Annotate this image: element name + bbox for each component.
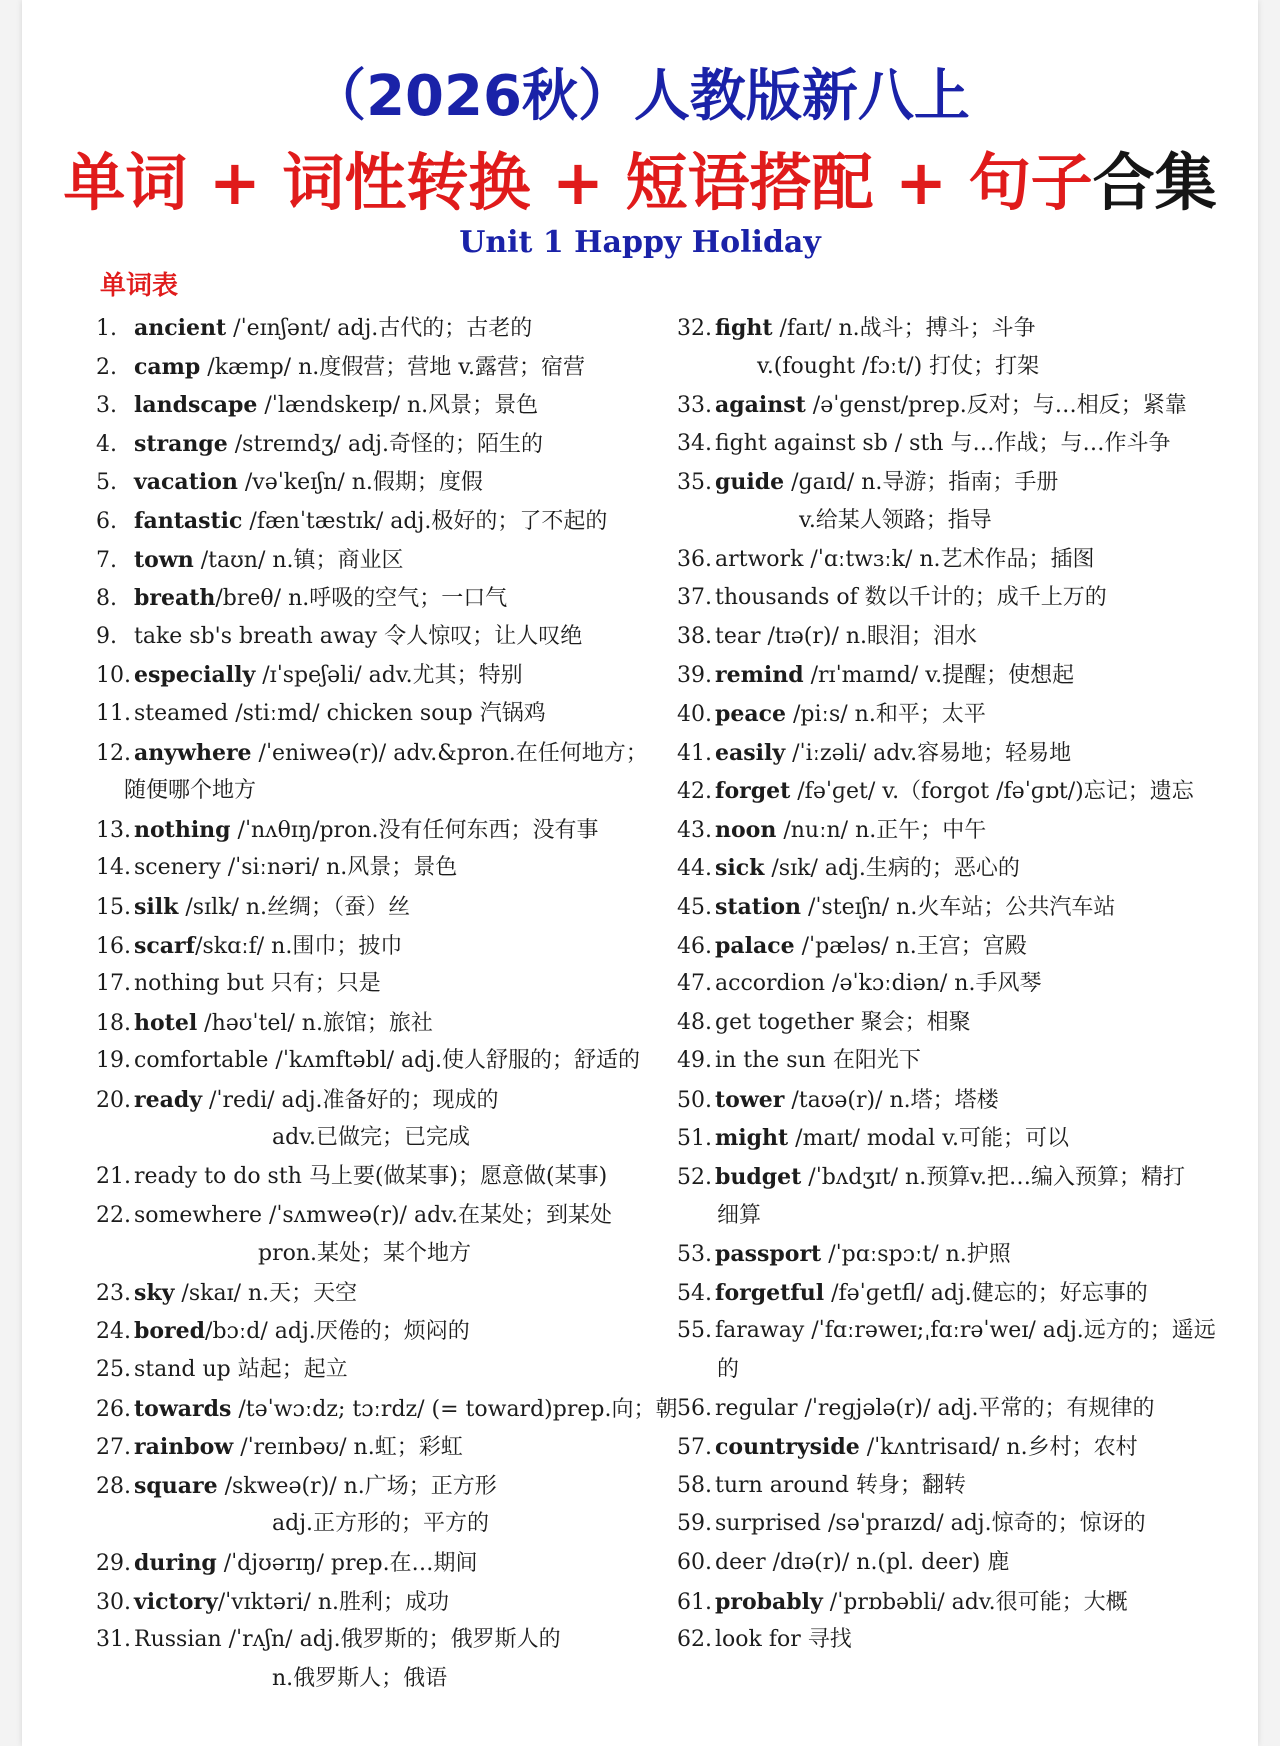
entry-definition: /əˈɡenst/prep.反对；与…相反；紧靠: [805, 393, 1187, 419]
entry-definition: 细算: [717, 1202, 762, 1228]
vocab-entry-continuation: [96, 1660, 656, 1699]
entry-number: 60.: [677, 1550, 712, 1575]
entry-number: 8.: [96, 586, 117, 612]
vocab-entry: [96, 502, 656, 541]
entry-number: 12.: [96, 740, 131, 766]
vocab-entry-continuation: [96, 1505, 656, 1544]
entry-definition: somewhere /ˈsʌmweə(r)/ adv.在某处；到某处: [134, 1202, 612, 1228]
entry-number: 32.: [677, 316, 712, 341]
vocab-entry: [96, 965, 656, 1004]
vocab-entry-continuation: [677, 1197, 1257, 1236]
entry-definition: faraway /ˈfɑːrəweɪ;ˌfɑːrəˈweɪ/ adj.远方的；遥远: [715, 1318, 1216, 1344]
vocab-entry: [677, 656, 1257, 695]
entry-definition: /ˈiːzəli/ adv.容易地；轻易地: [785, 740, 1072, 766]
entry-number: 36.: [677, 546, 712, 572]
entry-word: nothing: [134, 816, 231, 843]
vocab-entry: [677, 965, 1257, 1004]
vocab-entry: [677, 734, 1257, 773]
entry-number: 56.: [677, 1395, 712, 1421]
entry-number: 26.: [96, 1396, 131, 1422]
entry-number: 2.: [96, 354, 117, 380]
vocab-entry: [96, 541, 656, 580]
entry-definition: stand up 站起；起立: [134, 1357, 348, 1383]
entry-number: 24.: [96, 1319, 131, 1345]
vocab-entry-continuation: [96, 1235, 656, 1274]
entry-definition: /nuːn/ n.正午；中午: [776, 817, 987, 843]
vocab-entry: [96, 695, 656, 734]
entry-number: 45.: [677, 894, 712, 920]
vocab-entry: [96, 1158, 656, 1197]
vocab-entry: [677, 1390, 1257, 1429]
entry-word: against: [715, 392, 806, 419]
entry-word: remind: [715, 662, 804, 689]
vocab-entry: [677, 927, 1257, 966]
vocab-entry: [96, 579, 656, 618]
vocab-entry: [677, 1004, 1257, 1043]
entry-number: 38.: [677, 623, 712, 649]
vocab-entry: [96, 811, 656, 850]
entry-definition: /ˈeniweə(r)/ adv.&pron.在任何地方；: [251, 740, 648, 766]
entry-definition: /skɑːf/ n.围巾；披巾: [195, 933, 403, 959]
vocab-entry: [677, 618, 1257, 657]
entry-number: 35.: [677, 470, 712, 496]
entry-word: station: [715, 893, 801, 920]
entry-number: 59.: [677, 1511, 712, 1537]
entry-definition: /taʊn/ n.镇；商业区: [193, 547, 404, 573]
vocab-entry: [96, 618, 656, 657]
entry-number: 13.: [96, 817, 131, 843]
entry-definition: /ˈpæləs/ n.王宫；宫殿: [794, 933, 1027, 959]
vocab-entry: [96, 1312, 656, 1351]
entry-number: 23.: [96, 1280, 131, 1306]
entry-definition: /ˈlændskeɪp/ n.风景；景色: [257, 393, 539, 419]
vocab-entry: [677, 1158, 1257, 1197]
entry-definition: /kæmp/ n.度假营；营地 v.露营；宿营: [200, 354, 586, 380]
entry-number: 46.: [677, 933, 712, 959]
entry-number: 41.: [677, 740, 712, 766]
vocab-entry: [677, 309, 1257, 348]
entry-definition: ready to do sth 马上要(做某事)；愿意做(某事): [134, 1164, 608, 1190]
entry-definition: /fəˈɡetfl/ adj.健忘的；好忘事的: [824, 1280, 1148, 1306]
entry-definition: /breθ/ n.呼吸的空气；一口气: [215, 586, 508, 612]
entry-definition: accordion /əˈkɔːdiən/ n.手风琴: [715, 971, 1042, 997]
entry-definition: /bɔːd/ adj.厌倦的；烦闷的: [205, 1319, 470, 1345]
entry-number: 58.: [677, 1472, 712, 1498]
vocab-entry: [677, 1119, 1257, 1158]
document-page: [22, 0, 1258, 1746]
vocab-entry: [677, 888, 1257, 927]
entry-number: 7.: [96, 547, 117, 573]
vocab-entry: [677, 1544, 1257, 1583]
entry-word: town: [134, 546, 194, 573]
vocab-entry-continuation: [96, 1119, 656, 1158]
entry-word: scarf: [134, 932, 196, 959]
entry-word: noon: [715, 816, 777, 843]
entry-definition: /ˈpɑːspɔːt/ n.护照: [821, 1242, 1011, 1268]
entry-number: 55.: [677, 1318, 712, 1344]
entry-word: vacation: [134, 469, 238, 496]
document-title: （2026秋）人教版新八上: [310, 64, 970, 129]
entry-definition: n.俄罗斯人；俄语: [272, 1665, 448, 1691]
vocab-column-left: [96, 309, 678, 1698]
entry-definition: /ˈvɪktəri/ n.胜利；成功: [217, 1589, 449, 1615]
entry-definition: /həʊˈtel/ n.旅馆；旅社: [197, 1010, 433, 1036]
entry-definition: /skweə(r)/ n.广场；正方形: [217, 1473, 497, 1499]
entry-number: 42.: [677, 779, 712, 805]
vocab-entry: [96, 1621, 656, 1660]
entry-number: 21.: [96, 1164, 131, 1190]
entry-definition: surprised /səˈpraɪzd/ adj.惊奇的；惊讶的: [715, 1511, 1146, 1537]
entry-number: 17.: [96, 971, 131, 997]
vocab-entry: [677, 811, 1257, 850]
entry-definition: /sɪlk/ n.丝绸；（蚕）丝: [178, 894, 411, 920]
entry-number: 44.: [677, 856, 712, 882]
vocab-entry: [96, 1042, 656, 1081]
vocab-entry: [96, 309, 656, 348]
entry-number: 48.: [677, 1009, 712, 1035]
vocab-entry: [677, 772, 1257, 811]
entry-number: 19.: [96, 1048, 131, 1074]
entry-word: forgetful: [715, 1279, 825, 1306]
entry-number: 27.: [96, 1435, 131, 1461]
vocab-column-right: [677, 309, 1257, 1660]
entry-definition: Russian /ˈrʌʃn/ adj.俄罗斯的；俄罗斯人的: [134, 1627, 561, 1653]
entry-definition: /ˈbʌdʒɪt/ n.预算v.把…编入预算；精打: [801, 1165, 1186, 1191]
vocab-entry: [96, 1544, 656, 1583]
vocab-entry: [96, 1583, 656, 1622]
vocab-entry: [677, 695, 1257, 734]
entry-definition: /ˈredi/ adj.准备好的；现成的: [202, 1087, 499, 1113]
entry-word: landscape: [134, 392, 258, 419]
vocab-entry: [96, 1274, 656, 1313]
entry-word: strange: [134, 430, 228, 457]
vocab-entry: [96, 656, 656, 695]
vocab-entry: [677, 1312, 1257, 1351]
entry-definition: deer /dɪə(r)/ n.(pl. deer) 鹿: [715, 1550, 1010, 1575]
vocab-entry-continuation: [96, 772, 656, 811]
vocab-entry: [677, 1621, 1257, 1660]
entry-number: 6.: [96, 508, 117, 534]
vocab-entry: [96, 1351, 656, 1390]
vocab-entry: [96, 1428, 656, 1467]
entry-definition: /ˈprɒbəbli/ adv.很可能；大概: [822, 1589, 1128, 1615]
vocab-entry: [677, 1042, 1257, 1081]
vocab-entry-continuation: [677, 348, 1257, 387]
entry-number: 28.: [96, 1473, 131, 1499]
entry-definition: turn around 转身；翻转: [715, 1472, 966, 1498]
vocab-entry: [96, 386, 656, 425]
entry-word: peace: [715, 700, 787, 727]
entry-word: victory: [134, 1588, 218, 1615]
vocab-entry-continuation: [677, 502, 1257, 541]
vocab-entry: [677, 425, 1257, 464]
vocab-entry: [677, 1428, 1257, 1467]
entry-definition: /ˈeɪnʃənt/ adj.古代的；古老的: [226, 316, 533, 341]
entry-definition: /ɪˈspeʃəli/ adv.尤其；特别: [255, 663, 523, 689]
entry-number: 9.: [96, 623, 117, 649]
entry-word: rainbow: [134, 1434, 234, 1461]
entry-number: 47.: [677, 971, 712, 997]
entry-number: 15.: [96, 894, 131, 920]
entry-word: sky: [134, 1279, 175, 1306]
entry-word: might: [715, 1125, 789, 1152]
entry-definition: /ˈsteɪʃn/ n.火车站；公共汽车站: [801, 894, 1116, 920]
vocab-entry: [677, 1583, 1257, 1622]
vocab-entry: [677, 463, 1257, 502]
entry-number: 16.: [96, 933, 131, 959]
entry-definition: adj.正方形的；平方的: [272, 1511, 490, 1537]
vocab-entry: [96, 1390, 678, 1429]
entry-word: fantastic: [134, 507, 243, 534]
entry-word: especially: [134, 662, 256, 689]
unit-title: Unit 1 Happy Holiday: [459, 225, 821, 260]
entry-definition: take sb's breath away 令人惊叹；让人叹绝: [134, 623, 583, 649]
entry-number: 62.: [677, 1627, 712, 1653]
vocab-entry: [677, 1235, 1257, 1274]
entry-number: 53.: [677, 1242, 712, 1268]
entry-word: square: [134, 1472, 218, 1499]
entry-number: 5.: [96, 470, 117, 496]
entry-definition: /təˈwɔːdz; tɔːrdz/ (= toward)prep.向；朝: [231, 1396, 678, 1422]
entry-number: 57.: [677, 1435, 712, 1461]
entry-number: 22.: [96, 1202, 131, 1228]
vocab-entry: [677, 1467, 1257, 1506]
entry-word: fight: [715, 315, 773, 341]
document-subtitle: [22, 145, 1258, 221]
vocab-entry: [96, 888, 656, 927]
entry-definition: 随便哪个地方: [124, 778, 257, 804]
entry-word: easily: [715, 739, 786, 766]
entry-number: 50.: [677, 1087, 712, 1113]
vocab-entry: [96, 849, 656, 888]
entry-number: 40.: [677, 701, 712, 727]
vocab-entry: [677, 1505, 1257, 1544]
entry-number: 49.: [677, 1048, 712, 1074]
entry-number: 14.: [96, 855, 131, 881]
entry-number: 11.: [96, 700, 131, 726]
entry-word: countryside: [715, 1434, 860, 1461]
entry-definition: regular /ˈreɡjələ(r)/ adj.平常的；有规律的: [715, 1395, 1155, 1421]
entry-word: hotel: [134, 1009, 198, 1036]
entry-word: bored: [134, 1318, 206, 1345]
entry-definition: /maɪt/ modal v.可能；可以: [788, 1126, 1069, 1152]
entry-definition: /vəˈkeɪʃn/ n.假期；度假: [237, 470, 483, 496]
entry-definition: /ˈreɪnbəʊ/ n.虹；彩虹: [233, 1435, 463, 1461]
entry-definition: /skaɪ/ n.天；天空: [174, 1280, 358, 1306]
vocab-entry: [96, 1004, 656, 1043]
entry-number: 30.: [96, 1589, 131, 1615]
entry-word: ready: [134, 1086, 203, 1113]
entry-definition: fight against sb / sth 与…作战；与…作斗争: [715, 430, 1171, 456]
entry-definition: tear /tɪə(r)/ n.眼泪；泪水: [715, 623, 978, 649]
entry-number: 20.: [96, 1087, 131, 1113]
entry-definition: v.(fought /fɔːt/) 打仗；打架: [757, 353, 1040, 379]
subtitle-dark-part: 合集: [1092, 146, 1217, 219]
entry-number: 61.: [677, 1589, 712, 1615]
entry-number: 43.: [677, 817, 712, 843]
entry-word: guide: [715, 469, 785, 496]
entry-number: 18.: [96, 1010, 131, 1036]
entry-definition: /ˈkʌntrisaɪd/ n.乡村；农村: [859, 1435, 1138, 1461]
vocab-entry: [677, 541, 1257, 580]
entry-definition: /ˈdjʊərɪŋ/ prep.在…期间: [216, 1551, 478, 1576]
entry-definition: /fænˈtæstɪk/ adj.极好的；了不起的: [242, 508, 608, 534]
entry-definition: artwork /ˈɑːtwɜːk/ n.艺术作品；插图: [715, 546, 1095, 572]
entry-number: 25.: [96, 1357, 131, 1383]
entry-definition: /ˈnʌθɪŋ/pron.没有任何东西；没有事: [230, 817, 599, 843]
entry-word: during: [134, 1550, 217, 1576]
entry-word: probably: [715, 1588, 823, 1615]
entry-definition: 的: [717, 1357, 740, 1383]
entry-word: silk: [134, 893, 179, 920]
vocab-entry: [96, 1081, 656, 1120]
entry-word: budget: [715, 1164, 802, 1191]
entry-definition: in the sun 在阳光下: [715, 1048, 921, 1074]
vocab-entry: [96, 463, 656, 502]
entry-number: 51.: [677, 1126, 712, 1152]
vocab-entry: [677, 1081, 1257, 1120]
entry-number: 4.: [96, 431, 117, 457]
entry-definition: thousands of 数以千计的；成千上万的: [715, 585, 1107, 611]
entry-word: sick: [715, 855, 765, 882]
entry-definition: nothing but 只有；只是: [134, 971, 381, 997]
vocab-entry: [96, 1467, 656, 1506]
entry-number: 3.: [96, 393, 117, 419]
entry-definition: look for 寻找: [715, 1627, 852, 1653]
entry-word: tower: [715, 1086, 785, 1113]
entry-definition: adv.已做完；已完成: [272, 1125, 471, 1151]
entry-definition: /taʊə(r)/ n.塔；塔楼: [784, 1087, 999, 1113]
entry-number: 34.: [677, 430, 712, 456]
entry-definition: /fəˈɡet/ v.（forgot /fəˈɡɒt/)忘记；遗忘: [790, 779, 1194, 805]
entry-word: camp: [134, 353, 201, 380]
entry-definition: /sɪk/ adj.生病的；恶心的: [764, 856, 1020, 882]
vocab-entry: [677, 1274, 1257, 1313]
vocab-entry: [677, 579, 1257, 618]
entry-definition: v.给某人领路；指导: [799, 507, 992, 533]
entry-word: ancient: [134, 315, 227, 341]
entry-definition: steamed /stiːmd/ chicken soup 汽锅鸡: [134, 700, 546, 726]
entry-definition: get together 聚会；相聚: [715, 1009, 971, 1035]
entry-number: 1.: [96, 316, 117, 341]
entry-word: breath: [134, 585, 216, 612]
entry-definition: /streɪndʒ/ adj.奇怪的；陌生的: [227, 431, 543, 457]
vocab-entry: [96, 1197, 656, 1236]
entry-word: passport: [715, 1241, 822, 1268]
vocab-entry: [96, 348, 656, 387]
entry-number: 54.: [677, 1280, 712, 1306]
vocab-entry: [677, 849, 1257, 888]
entry-number: 52.: [677, 1165, 712, 1191]
vocab-entry: [677, 386, 1257, 425]
entry-number: 31.: [96, 1627, 131, 1653]
subtitle-red-part: 单词 + 词性转换 + 短语搭配 + 句子: [63, 146, 1093, 219]
vocab-entry-continuation: [677, 1351, 1257, 1390]
entry-word: anywhere: [134, 739, 252, 766]
section-title: 单词表: [100, 271, 179, 301]
entry-definition: scenery /ˈsiːnəri/ n.风景；景色: [134, 855, 458, 881]
entry-word: forget: [715, 778, 791, 805]
vocab-entry: [96, 425, 656, 464]
entry-definition: /faɪt/ n.战斗；搏斗；斗争: [772, 316, 1036, 341]
entry-definition: /ɡaɪd/ n.导游；指南；手册: [784, 470, 1059, 496]
entry-number: 39.: [677, 663, 712, 689]
entry-word: palace: [715, 932, 795, 959]
entry-number: 10.: [96, 663, 131, 689]
entry-number: 37.: [677, 585, 712, 611]
vocab-entry: [96, 734, 656, 773]
entry-definition: pron.某处；某个地方: [258, 1241, 472, 1267]
entry-definition: /rɪˈmaɪnd/ v.提醒；使想起: [803, 663, 1075, 689]
entry-number: 29.: [96, 1551, 131, 1576]
entry-word: towards: [134, 1395, 232, 1422]
vocab-entry: [96, 927, 656, 966]
entry-definition: /piːs/ n.和平；太平: [786, 701, 986, 727]
entry-definition: comfortable /ˈkʌmftəbl/ adj.使人舒服的；舒适的: [134, 1048, 641, 1074]
entry-number: 33.: [677, 393, 712, 419]
